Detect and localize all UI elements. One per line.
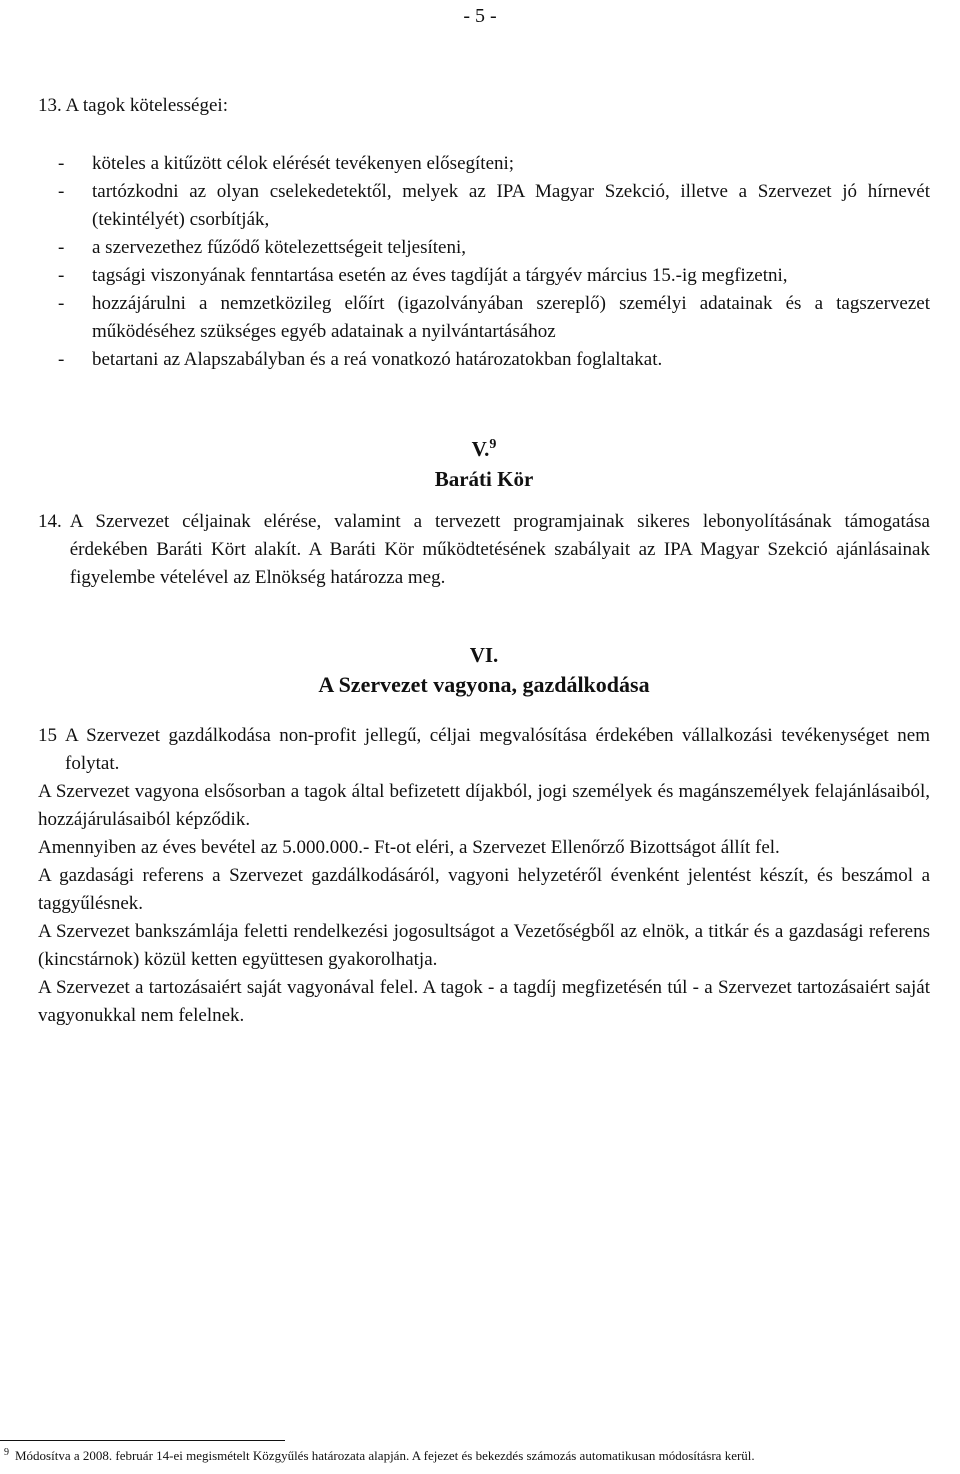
- paragraph-referent: A gazdasági referens a Szervezet gazdálkodásáról, vagyoni helyzetéről évenként jelentést készít, és beszámol a taggyűlésnek.: [38, 865, 930, 914]
- duty-item: [58, 234, 930, 262]
- footnote-number: 9: [4, 1446, 9, 1458]
- duties-list: [38, 150, 930, 374]
- list-dash: -: [58, 153, 65, 174]
- duty-item: [58, 178, 930, 234]
- duty-item: [58, 346, 930, 374]
- list-dash: -: [58, 237, 65, 258]
- chapter-v-numeral-text: V.: [471, 437, 490, 461]
- duty-item: [58, 262, 930, 290]
- paragraph-liability: A Szervezet a tartozásaiért saját vagyonával felel. A tagok - a tagdíj megfizetésén túl - a Szervezet tartozásaiért saját vagyonukkal nem felelnek.: [38, 977, 930, 1026]
- paragraph-bank-account: A Szervezet bankszámlája feletti rendelkezési jogosultságot a Vezetőségből az elnök, a titkár és a gazdasági referens (kincstárnok) közül ketten együttesen gyakorolhatja.: [38, 921, 930, 970]
- footnote: [4, 1448, 755, 1464]
- page-content: [38, 92, 930, 1030]
- duty-text: betartani az Alapszabályban és a reá vonatkozó határozatokban foglaltakat.: [92, 349, 663, 370]
- chapter-v-title: Baráti Kör: [434, 467, 534, 491]
- paragraph-number: 15: [38, 725, 57, 746]
- chapter-vi-numeral: VI.: [469, 643, 499, 667]
- page-number: - 5 -: [463, 5, 497, 27]
- chapter-vi-title: A Szervezet vagyona, gazdálkodása: [318, 672, 650, 697]
- paragraph-text: A Szervezet céljainak elérése, valamint a tervezett programjainak sikeres lebonyolításának támogatása érdekében Baráti Kört alakít. A Baráti Kör működtetésének szabályait az IPA Magyar Szekció ajánlásainak figyelembe vételével az Elnökség határozza meg.: [69, 511, 930, 588]
- duty-text: köteles a kitűzött célok elérését tevékenyen elősegíteni;: [92, 153, 515, 174]
- duty-text: hozzájárulni a nemzetközileg előírt (igazolványában szereplő) személyi adatainak és a tagszervezet működéséhez szükséges egyéb adatainak a nyilvántartásához: [92, 293, 930, 342]
- section-13-title: 13. A tagok kötelességei:: [38, 95, 228, 116]
- footnote-text: Módosítva a 2008. február 14-ei megismételt Közgyűlés határozata alapján. A fejezet és bekezdés számozás automatikusan módosításra kerül.: [15, 1448, 755, 1463]
- footnote-divider: [0, 1440, 285, 1441]
- list-dash: -: [58, 265, 65, 286]
- footnote-reference: 9: [489, 437, 497, 452]
- paragraph-text: A Szervezet gazdálkodása non-profit jellegű, céljai megvalósítása érdekében vállalkozási tevékenységet nem folytat.: [65, 725, 930, 774]
- chapter-v-numeral: [38, 434, 930, 464]
- paragraph-14: [38, 508, 930, 592]
- list-dash: -: [58, 181, 65, 202]
- duty-item: [58, 290, 930, 346]
- duty-text: tagsági viszonyának fenntartása esetén az éves tagdíját a tárgyév március 15.-ig megfizetni,: [92, 265, 788, 286]
- paragraph-15: [38, 722, 930, 778]
- list-dash: -: [58, 293, 65, 314]
- duty-text: tartózkodni az olyan cselekedetektől, melyek az IPA Magyar Szekció, illetve a Szervezet jó hírnevét (tekintélyét) csorbítják,: [92, 181, 930, 230]
- paragraph-number: 14.: [38, 511, 62, 532]
- duty-text: a szervezethez fűződő kötelezettségeit teljesíteni,: [92, 237, 467, 258]
- paragraph-revenue: Amennyiben az éves bevétel az 5.000.000.- Ft-ot eléri, a Szervezet Ellenőrző Bizottságot állít fel.: [38, 837, 780, 858]
- paragraph-assets: A Szervezet vagyona elsősorban a tagok által befizetett díjakból, jogi személyek és magánszemélyek felajánlásaiból, hozzájárulásaiból képződik.: [38, 781, 930, 830]
- list-dash: -: [58, 349, 65, 370]
- duty-item: [58, 150, 930, 178]
